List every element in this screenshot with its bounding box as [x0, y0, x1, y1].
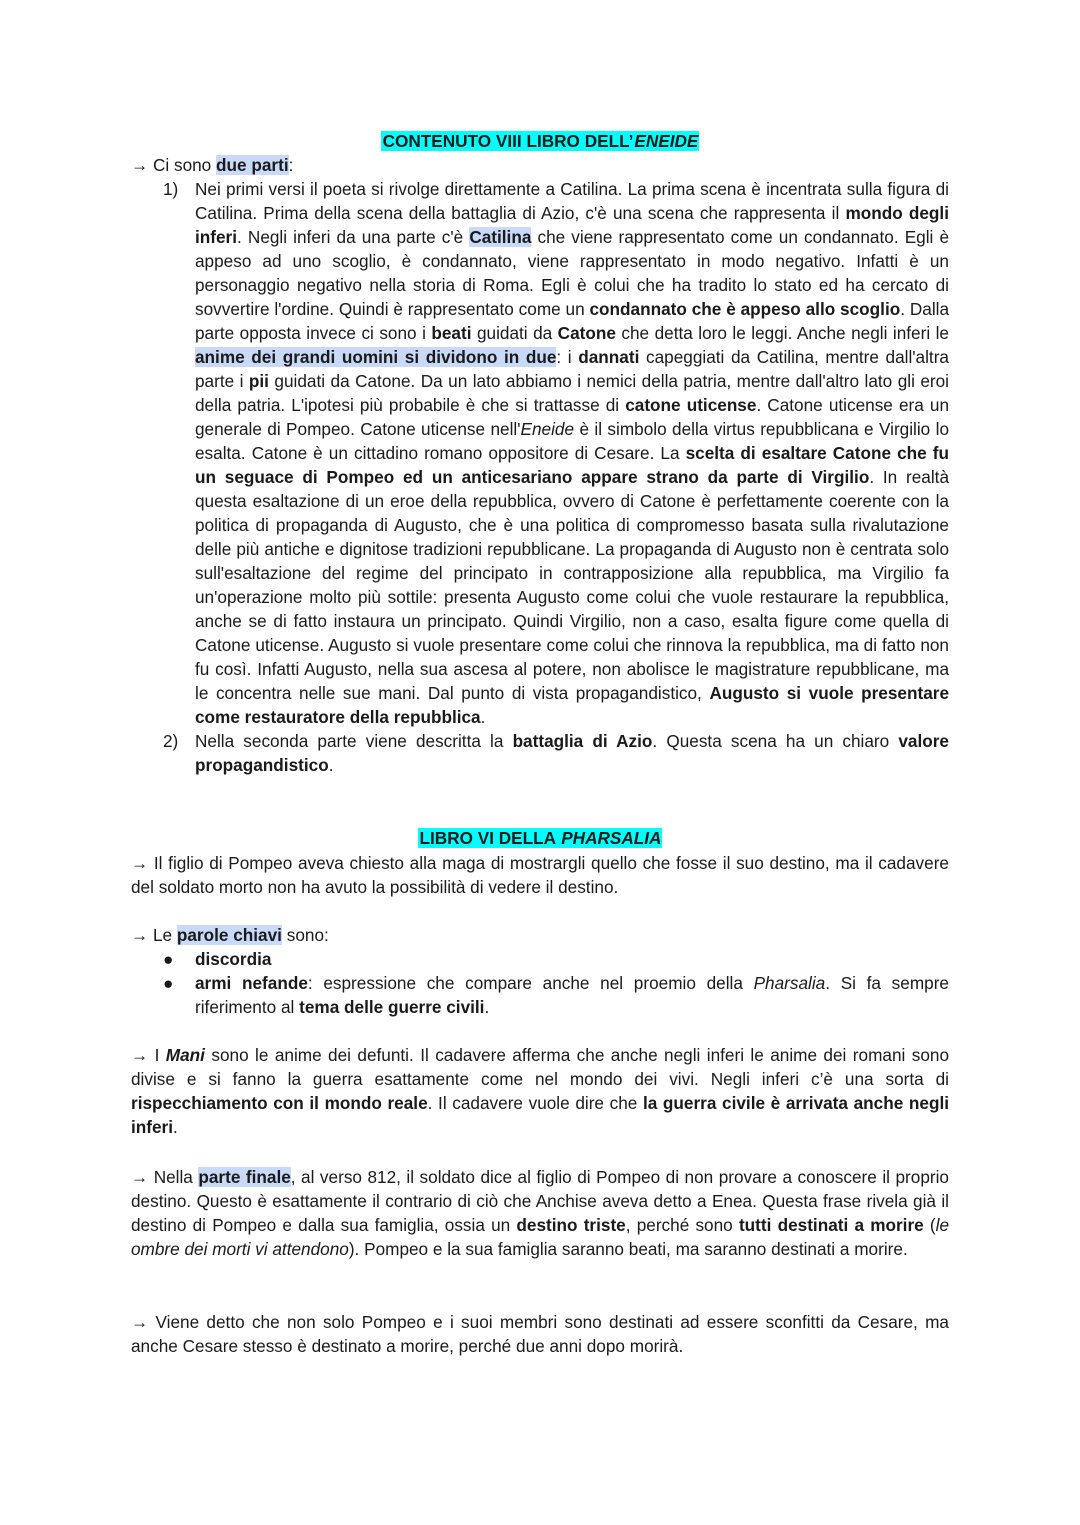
list-item-1	[131, 177, 949, 729]
intro-highlight: due parti	[216, 155, 289, 175]
item1-text-5: guidati da	[471, 323, 558, 343]
paragraph-text: → Il figlio di Pompeo aveva chiesto alla maga di mostrargli quello che fosse il suo destino, ma il cadavere del soldato morto non ha avuto la possibilità di vedere il destino.	[131, 853, 949, 897]
section1-title-text: CONTENUTO VIII LIBRO DELL’	[382, 131, 634, 151]
list-item-2	[131, 729, 949, 777]
item1-text-13: .	[480, 707, 486, 727]
section2-paragraph-5	[131, 1310, 949, 1358]
section2-paragraph-3	[131, 1043, 949, 1139]
item1-bold-2: condannato che è appeso allo scoglio	[589, 299, 901, 319]
p3-text-3: . Il cadavere vuole dire che	[427, 1093, 643, 1113]
section2-title-em: PHARSALIA	[561, 828, 662, 848]
item1-bold-1: mondo degli inferi	[195, 203, 949, 247]
keywords-suffix: sono:	[281, 925, 329, 945]
section1-intro	[131, 153, 949, 177]
p3-text-2: sono le anime dei defunti. Il cadavere afferma che anche negli inferi le anime dei romani sono divise e si fanno la guerra esattamente come nel mondo dei vivi. Negli inferi c’è una sorta di	[131, 1045, 949, 1089]
p3-bold-1: rispecchiamento con il mondo reale	[131, 1093, 428, 1113]
bullet2-text-2: . Si fa sempre riferimento al	[195, 973, 949, 1017]
bullet-item-2	[131, 971, 949, 1019]
bullet2-bold-1: armi nefande	[195, 973, 308, 993]
item1-text-8: capeggiati da Catilina, mentre dall'altra parte i	[195, 347, 949, 391]
item1-text-12: . In realtà questa esaltazione di un eroe della repubblica, ovvero di Catone è perfettamente coerente con la politica di propaganda di Augusto, che è una politica di compromesso basata sulla rivalutazione delle più antiche e dignitose tradizioni repubblicane. La propaganda di Augusto non è centrata solo sull'esaltazione del regime del principato in contrapposizione alla repubblica, ma Virgilio fa un'operazione molto più sottile: presenta Augusto come colui che vuole restaurare la repubblica, anche se di fatto instaura un principato. Quindi Virgilio, non a caso, esalta figure come quella di Catone uticense. Augusto si vuole presentare come colui che rinnova la repubblica, ma di fatto non fu così. Infatti Augusto, nella sua ascesa al potere, non abolisce le magistrature repubblicane, ma le concentra nelle sue mani. Dal punto di vista propagandistico,	[195, 467, 949, 703]
section2-title	[131, 826, 949, 850]
p4-text-2: , al verso 812, il soldato dice al figlio di Pompeo di non provare a conoscere il proprio destino. Questo è esattamente il contrario di ciò che Anchise aveva detto a Enea. Questa frase rivela già il destino di Pompeo e dalla sua famiglia, ossia un	[131, 1167, 949, 1235]
p3-text-1: → I	[131, 1045, 166, 1065]
intro-suffix: :	[288, 155, 294, 175]
section2-paragraph-4	[131, 1165, 949, 1261]
list-number-1: 1)	[163, 179, 179, 199]
item1-text-4: . Dalla parte opposta invece ci sono i	[195, 299, 950, 343]
list-number-2: 2)	[163, 731, 179, 751]
p4-highlight: parte finale	[198, 1167, 291, 1187]
section2-title-text: LIBRO VI DELLA	[419, 828, 561, 848]
bullet2-bold-2: tema delle guerre civili	[299, 997, 485, 1017]
p4-text-1: → Nella	[131, 1167, 199, 1187]
item2-text-1: Nella seconda parte viene descritta la	[195, 731, 513, 751]
section2-title-block	[131, 826, 949, 850]
bullet2-text-3: .	[484, 997, 490, 1017]
bullet-dot: ●	[163, 949, 174, 969]
section1-list	[131, 177, 949, 777]
p4-italic: le ombre dei morti vi attendono	[131, 1215, 950, 1259]
bullet-text: discordia	[195, 949, 272, 969]
item1-text-1: Nei primi versi il poeta si rivolge direttamente a Catilina. La prima scena è incentrata sulla figura di Catilina. Prima della scena della battaglia di Azio, c'è una scena che rappresenta il	[195, 179, 949, 223]
p3-text-4: .	[173, 1117, 178, 1137]
keywords-prefix: → Le	[131, 925, 177, 945]
keywords-block	[131, 923, 949, 1019]
paragraph-text: → Viene detto che non solo Pompeo e i suoi membri sono destinati ad essere sconfitti da Cesare, ma anche Cesare stesso è destinato a morire, perché due anni dopo morirà.	[131, 1312, 949, 1356]
bullet2-italic: Pharsalia	[753, 973, 826, 993]
intro-prefix: → Ci sono	[131, 155, 217, 175]
bullet2-text-1: : espressione che compare anche nel proemio della	[307, 973, 754, 993]
item1-bold-4: Catone	[557, 323, 616, 343]
item1-bold-7: catone uticense	[625, 395, 757, 415]
item2-bold-2: valore propagandistico	[195, 731, 949, 775]
p3-bold-2: la guerra civile è arrivata anche negli inferi	[131, 1093, 950, 1137]
item1-bold-3: beati	[431, 323, 472, 343]
section2-paragraph-1	[131, 851, 949, 899]
bullet-dot: ●	[163, 973, 174, 993]
p4-bold-2: tutti destinati a morire	[738, 1215, 924, 1235]
bullet-item-1	[131, 947, 949, 971]
p4-text-5: ). Pompeo e la sua famiglia saranno beati, ma saranno destinati a morire.	[348, 1239, 908, 1259]
item1-text-10: . Catone uticense era un generale di Pompeo. Catone uticense nell'	[195, 395, 949, 439]
p3-bold-italic: Mani	[165, 1045, 205, 1065]
item1-text-9: guidati da Catone. Da un lato abbiamo i nemici della patria, mentre dall'altro lato gli eroi della patria. L'ipotesi più probabile è che si trattasse di	[195, 371, 949, 415]
item1-text-3: che viene rappresentato come un condannato. Egli è appeso ad uno scoglio, è condannato, viene rappresentato in modo negativo. Infatti è un personaggio negativo nella storia di Roma. Egli è colui che ha tradito lo stato ed ha cercato di sovvertire l'ordine. Quindi è rappresentato come un	[195, 227, 950, 319]
item1-highlight-2: anime dei grandi uomini si dividono in due	[195, 347, 557, 367]
p4-text-3: , perché sono	[625, 1215, 739, 1235]
item1-italic-1: Eneide	[520, 419, 575, 439]
item2-text-3: .	[328, 755, 334, 775]
p4-bold-1: destino triste	[516, 1215, 626, 1235]
item1-text-7: : i	[556, 347, 579, 367]
item1-bold-5: dannati	[578, 347, 640, 367]
item1-text-6: che detta loro le leggi. Anche negli inferi le	[615, 323, 949, 343]
item1-bold-8: scelta di esaltare Catone che fu un seguace di Pompeo ed un anticesariano appare strano da parte di Virgilio	[195, 443, 949, 487]
p4-text-4: (	[923, 1215, 936, 1235]
section1-title-em: ENEIDE	[634, 131, 699, 151]
item1-bold-6: pii	[248, 371, 269, 391]
item1-text-2: . Negli inferi da una parte c'è	[237, 227, 470, 247]
item1-text-11: è il simbolo della virtus repubblicana e Virgilio lo esalta. Catone è un cittadino romano oppositore di Cesare. La	[195, 419, 950, 463]
keywords-highlight: parole chiavi	[176, 925, 282, 945]
item1-bold-9: Augusto si vuole presentare come restauratore della repubblica	[195, 683, 950, 727]
item1-highlight-1: Catilina	[469, 227, 532, 247]
section1-title	[131, 129, 949, 153]
item2-text-2: . Questa scena ha un chiaro	[652, 731, 899, 751]
item2-bold-1: battaglia di Azio	[512, 731, 653, 751]
section1-title-block	[131, 129, 949, 153]
